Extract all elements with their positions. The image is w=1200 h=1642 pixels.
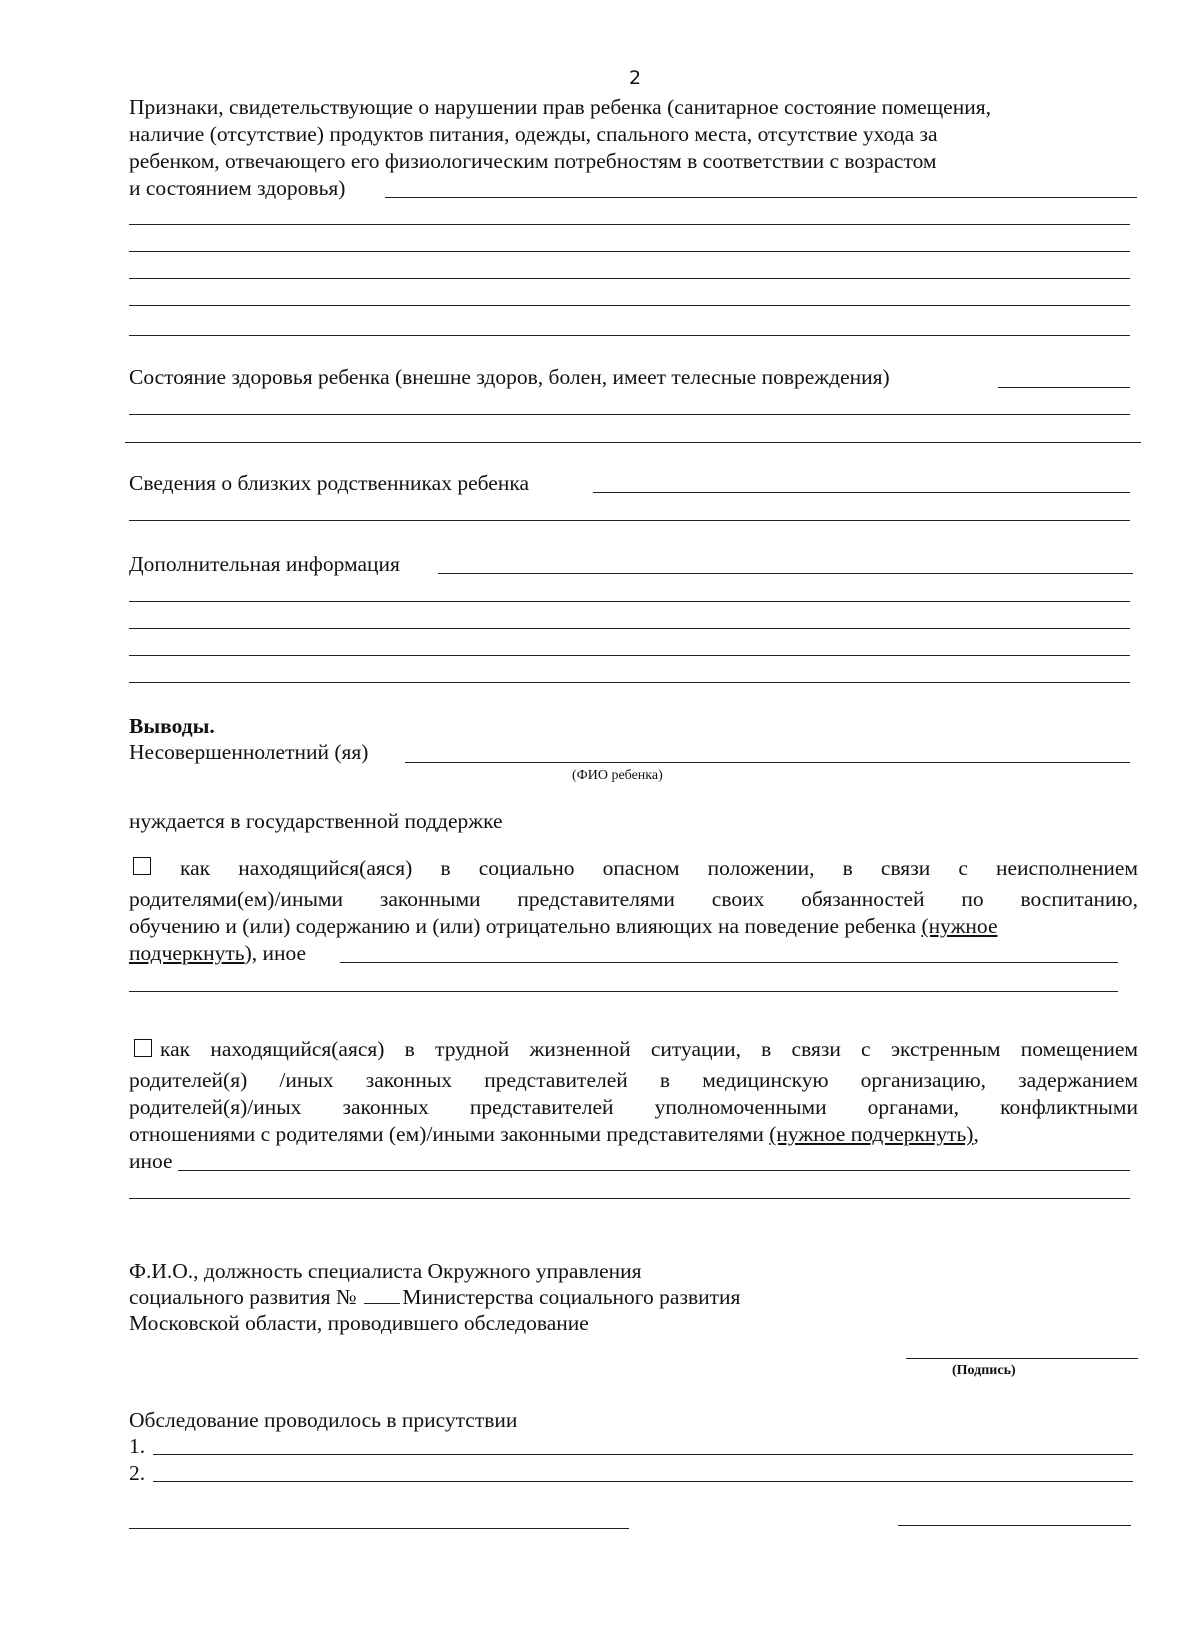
conclusions-heading: Выводы. (129, 714, 215, 738)
bottom-signature-line-right[interactable] (898, 1525, 1131, 1526)
option-1-line-3 (129, 913, 998, 939)
additional-answer-line[interactable] (129, 628, 1130, 629)
option-2-other-line[interactable] (129, 1198, 1130, 1199)
option-1-underline-hint: (нужное (921, 914, 998, 938)
specialist-line-2 (129, 1284, 740, 1310)
option-1-line-3-text: обучению и (или) содержанию и (или) отрицательно влияющих на поведение ребенка (129, 914, 917, 938)
presence-item-2-number: 2. (129, 1461, 146, 1485)
relatives-answer-line[interactable] (593, 492, 1130, 493)
option-2-line-3: родителей(я)/иных законных представителей уполномоченными органами, конфликтными (129, 1095, 1138, 1119)
health-answer-line[interactable] (125, 442, 1141, 443)
signs-answer-line[interactable] (129, 335, 1130, 336)
signs-answer-line[interactable] (129, 278, 1130, 279)
presence-label: Обследование проводилось в присутствии (129, 1408, 518, 1432)
option-2-line-2: родителей(я) /иных законных представителей в медицинскую организацию, задержанием (129, 1068, 1138, 1092)
option-1-line-2: родителями(ем)/иными законными представителями своих обязанностей по воспитанию, (129, 887, 1138, 911)
signs-text-line-1: Признаки, свидетельствующие о нарушении прав ребенка (санитарное состояние помещения, (129, 95, 991, 119)
bottom-signature-line-left[interactable] (129, 1528, 629, 1529)
page-number: 2 (628, 67, 642, 89)
option-2-line-1: как находящийся(аяся) в трудной жизненной ситуации, в связи с экстренным помещением (160, 1037, 1138, 1061)
needs-support-text: нуждается в государственной поддержке (129, 809, 503, 833)
health-label: Состояние здоровья ребенка (внешне здоров, болен, имеет телесные повреждения) (129, 365, 890, 389)
signature-line[interactable] (906, 1358, 1138, 1359)
additional-label: Дополнительная информация (129, 552, 400, 576)
option-2-line-4-text: отношениями с родителями (ем)/иными законными представителями (129, 1122, 764, 1146)
option-2-comma: , (973, 1122, 979, 1146)
relatives-answer-line[interactable] (129, 520, 1130, 521)
specialist-dept-label: социального развития № (129, 1285, 357, 1309)
health-answer-line[interactable] (998, 387, 1130, 388)
relatives-label: Сведения о близких родственниках ребенка (129, 471, 530, 495)
option-1-line-4 (129, 940, 306, 966)
health-answer-line[interactable] (129, 414, 1130, 415)
option-1-underline-hint-end: подчеркнуть (129, 941, 245, 965)
option-1-line-1: как находящийся(аяся) в социально опасном положении, в связи с неисполнением (180, 856, 1138, 880)
presence-item-1-line[interactable] (153, 1454, 1133, 1455)
option-2-underline-hint: (нужное подчеркнуть) (769, 1122, 974, 1146)
additional-answer-line[interactable] (438, 573, 1133, 574)
additional-answer-line[interactable] (129, 655, 1130, 656)
signs-answer-line[interactable] (129, 224, 1130, 225)
presence-item-1-number: 1. (129, 1434, 146, 1458)
signs-text-line-2: наличие (отсутствие) продуктов питания, одежды, спального места, отсутствие ухода за (129, 122, 938, 146)
option-2-checkbox[interactable] (134, 1039, 152, 1057)
specialist-line-3: Московской области, проводившего обследование (129, 1311, 589, 1335)
signs-text-line-4: и состоянием здоровья) (129, 176, 346, 200)
additional-answer-line[interactable] (129, 601, 1130, 602)
option-1-checkbox[interactable] (133, 857, 151, 875)
option-1-other-label: ), иное (244, 941, 307, 965)
additional-answer-line[interactable] (129, 682, 1130, 683)
department-number-field[interactable] (364, 1285, 400, 1304)
signs-answer-line[interactable] (129, 305, 1130, 306)
minor-label: Несовершеннолетний (яя) (129, 740, 369, 764)
ministry-label: Министерства социального развития (402, 1285, 741, 1309)
specialist-line-1: Ф.И.О., должность специалиста Окружного управления (129, 1259, 642, 1283)
signature-caption: (Подпись) (952, 1363, 1016, 1378)
option-2-other-line[interactable] (178, 1170, 1130, 1171)
option-2-line-4 (129, 1121, 979, 1147)
presence-item-2-line[interactable] (153, 1481, 1133, 1482)
minor-name-line[interactable] (405, 762, 1130, 763)
option-1-other-line[interactable] (340, 962, 1118, 963)
signs-text-line-3: ребенком, отвечающего его физиологическим потребностям в соответствии с возрастом (129, 149, 937, 173)
option-1-other-line[interactable] (129, 991, 1118, 992)
minor-name-caption: (ФИО ребенка) (572, 768, 663, 783)
signs-answer-line[interactable] (385, 197, 1137, 198)
option-2-other-label: иное (129, 1149, 173, 1173)
signs-answer-line[interactable] (129, 251, 1130, 252)
